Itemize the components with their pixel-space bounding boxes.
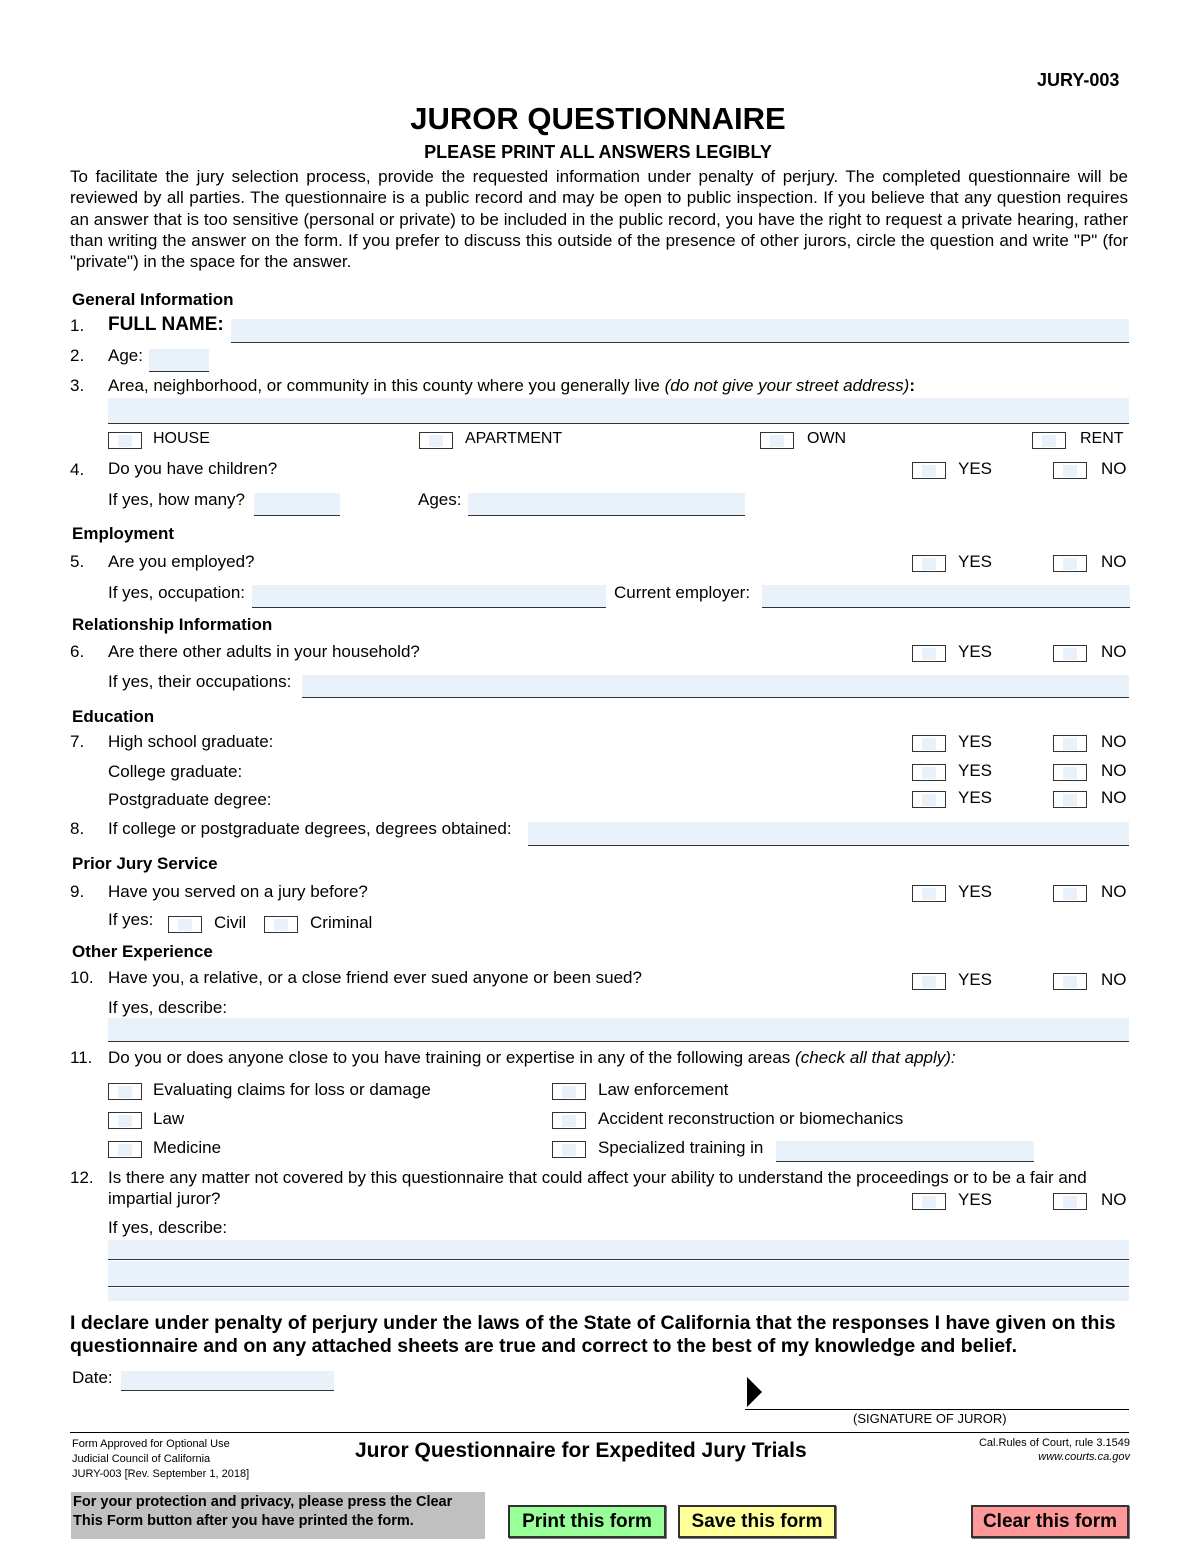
served-yes-label: YES — [958, 882, 993, 901]
sued-label: Have you, a relative, or a close friend ever sued anyone or been sued? — [108, 968, 642, 987]
children-yes-checkbox[interactable] — [912, 462, 946, 479]
specialized-label: Specialized training in — [598, 1138, 764, 1157]
full-name-label: FULL NAME: — [108, 314, 224, 335]
q11-number: 11. — [70, 1048, 93, 1067]
sued-describe-field[interactable] — [108, 1018, 1129, 1042]
criminal-checkbox[interactable] — [264, 916, 298, 933]
save-form-button[interactable]: Save this form — [678, 1505, 836, 1538]
children-no-label: NO — [1101, 459, 1127, 478]
q3-number: 3. — [70, 376, 85, 395]
own-label: OWN — [807, 430, 847, 447]
section-prior-jury: Prior Jury Service — [72, 854, 218, 873]
full-name-field[interactable] — [231, 319, 1129, 343]
highschool-yes-label: YES — [958, 732, 993, 751]
other-adults-yes-checkbox[interactable] — [912, 645, 946, 662]
college-yes-label: YES — [958, 761, 993, 780]
date-label: Date: — [72, 1368, 113, 1387]
children-label: Do you have children? — [108, 459, 278, 478]
postgrad-yes-checkbox[interactable] — [912, 791, 946, 808]
highschool-label: High school graduate: — [108, 732, 274, 751]
footer-rule — [70, 1432, 1129, 1433]
college-label: College graduate: — [108, 762, 243, 781]
q6-number: 6. — [70, 642, 85, 661]
accident-checkbox[interactable] — [552, 1112, 586, 1129]
house-label: HOUSE — [153, 430, 210, 447]
accident-label: Accident reconstruction or biomechanics — [598, 1109, 904, 1128]
clear-form-button[interactable]: Clear this form — [971, 1505, 1129, 1538]
house-checkbox[interactable] — [108, 432, 142, 449]
privacy-note: For your protection and privacy, please press the Clear This Form button after you have printed the form. — [71, 1492, 485, 1539]
college-no-checkbox[interactable] — [1053, 764, 1087, 781]
claims-checkbox[interactable] — [108, 1083, 142, 1100]
postgrad-yes-label: YES — [958, 788, 993, 807]
highschool-no-label: NO — [1101, 732, 1127, 751]
employed-label: Are you employed? — [108, 552, 255, 571]
signature-label: (SIGNATURE OF JUROR) — [853, 1411, 1007, 1426]
employed-yes-checkbox[interactable] — [912, 555, 946, 572]
criminal-label: Criminal — [310, 913, 373, 932]
served-no-label: NO — [1101, 882, 1127, 901]
area-colon: : — [909, 376, 915, 395]
footer-rule-cite: Cal.Rules of Court, rule 3.1549 — [978, 1437, 1130, 1449]
employed-no-checkbox[interactable] — [1053, 555, 1087, 572]
civil-checkbox[interactable] — [168, 916, 202, 933]
q9-number: 9. — [70, 882, 85, 901]
specialized-field[interactable] — [776, 1141, 1034, 1162]
their-occupations-field[interactable] — [302, 675, 1129, 698]
matter-yes-checkbox[interactable] — [912, 1193, 946, 1210]
highschool-no-checkbox[interactable] — [1053, 735, 1087, 752]
children-howmany-label: If yes, how many? — [108, 490, 246, 509]
other-adults-no-checkbox[interactable] — [1053, 645, 1087, 662]
other-adults-yes-label: YES — [958, 642, 993, 661]
postgrad-no-checkbox[interactable] — [1053, 791, 1087, 808]
section-relationship: Relationship Information — [72, 615, 273, 634]
section-employment: Employment — [72, 524, 175, 543]
matter-line1: Is there any matter not covered by this questionnaire that could affect your ability to understand the proceedings or to be a fair and — [108, 1168, 1087, 1187]
medicine-label: Medicine — [153, 1138, 222, 1157]
highschool-yes-checkbox[interactable] — [912, 735, 946, 752]
q1-number: 1. — [70, 316, 85, 335]
occupation-field[interactable] — [252, 585, 606, 608]
sued-describe-label: If yes, describe: — [108, 998, 228, 1017]
matter-describe-field-2[interactable] — [108, 1261, 1129, 1287]
matter-describe-field-1[interactable] — [108, 1240, 1129, 1260]
page-title: JUROR QUESTIONNAIRE — [410, 101, 786, 136]
area-label — [108, 376, 915, 396]
postgrad-label: Postgraduate degree: — [108, 790, 272, 809]
age-field[interactable] — [149, 349, 209, 372]
sued-yes-label: YES — [958, 970, 993, 989]
footer-approved: Form Approved for Optional Use — [72, 1438, 230, 1450]
other-adults-label: Are there other adults in your household? — [108, 642, 420, 661]
law-enforcement-checkbox[interactable] — [552, 1083, 586, 1100]
q5-number: 5. — [70, 552, 85, 571]
matter-describe-field-3[interactable] — [108, 1288, 1129, 1301]
sued-yes-checkbox[interactable] — [912, 973, 946, 990]
own-checkbox[interactable] — [760, 432, 794, 449]
section-other-experience: Other Experience — [72, 942, 213, 961]
expertise-label — [108, 1048, 956, 1068]
employed-no-label: NO — [1101, 552, 1127, 571]
children-yes-label: YES — [958, 459, 993, 478]
footer-revision: JURY-003 [Rev. September 1, 2018] — [72, 1468, 250, 1480]
section-education: Education — [72, 707, 155, 726]
signature-arrow-icon — [745, 1376, 765, 1410]
q8-number: 8. — [70, 819, 85, 838]
area-field[interactable] — [108, 398, 1129, 424]
employer-field[interactable] — [762, 585, 1130, 608]
intro-paragraph: To facilitate the jury selection process, provide the requested information under penalty of perjury. The completed questionnaire will be reviewed by all parties. The questionnaire is a public record and may be open to public inspection. If you believe that any question requires an answer that is too sensitive (personal or private) to be included in the public record, you have the right to request a private hearing, rather than writing the answer on the form. If you prefer to discuss this outside of the presence of other jurors, circle the question and write "P" (for "private") in the space for the answer. — [70, 167, 1128, 272]
matter-describe-label: If yes, describe: — [108, 1218, 228, 1237]
children-howmany-field[interactable] — [254, 493, 340, 516]
postgrad-no-label: NO — [1101, 788, 1127, 807]
q10-number: 10. — [70, 968, 94, 987]
section-general: General Information — [72, 290, 234, 309]
area-hint: (do not give your street address) — [664, 376, 910, 395]
apartment-label: APARTMENT — [465, 430, 563, 447]
declaration-text: I declare under penalty of perjury under the laws of the State of California that the responses I have given on this questionnaire and on any attached sheets are true and correct to the best of my knowledge and belief. — [70, 1312, 1116, 1357]
q2-number: 2. — [70, 346, 85, 365]
employer-label: Current employer: — [614, 583, 751, 602]
matter-yes-label: YES — [958, 1190, 993, 1209]
matter-no-checkbox[interactable] — [1053, 1193, 1087, 1210]
law-label: Law — [153, 1109, 185, 1128]
matter-no-label: NO — [1101, 1190, 1127, 1209]
area-label-text: Area, neighborhood, or community in this county where you generally live — [108, 376, 665, 395]
children-ages-label: Ages: — [418, 490, 462, 509]
date-field[interactable] — [121, 1371, 334, 1391]
their-occupations-label: If yes, their occupations: — [108, 672, 292, 691]
law-enforcement-label: Law enforcement — [598, 1080, 729, 1099]
civil-label: Civil — [214, 913, 247, 932]
medicine-checkbox[interactable] — [108, 1141, 142, 1158]
footer-form-title: Juror Questionnaire for Expedited Jury Trials — [355, 1439, 807, 1462]
signature-line[interactable] — [745, 1409, 1129, 1410]
q4-number: 4. — [70, 460, 85, 479]
other-adults-no-label: NO — [1101, 642, 1127, 661]
print-form-button[interactable]: Print this form — [508, 1505, 666, 1538]
footer-council: Judicial Council of California — [72, 1453, 211, 1465]
occupation-label: If yes, occupation: — [108, 583, 246, 602]
expertise-label-text: Do you or does anyone close to you have training or expertise in any of the following areas — [108, 1048, 796, 1067]
matter-line2: impartial juror? — [108, 1189, 221, 1208]
apartment-checkbox[interactable] — [419, 432, 453, 449]
served-yes-checkbox[interactable] — [912, 885, 946, 902]
employed-yes-label: YES — [958, 552, 993, 571]
rent-checkbox[interactable] — [1032, 432, 1066, 449]
q12-number: 12. — [70, 1168, 94, 1187]
claims-label: Evaluating claims for loss or damage — [153, 1080, 431, 1099]
college-yes-checkbox[interactable] — [912, 764, 946, 781]
degrees-label: If college or postgraduate degrees, degrees obtained: — [108, 819, 512, 838]
jury-ifyes-label: If yes: — [108, 910, 154, 929]
expertise-hint: (check all that apply): — [795, 1048, 956, 1067]
rent-label: RENT — [1080, 430, 1124, 447]
sued-no-label: NO — [1101, 970, 1127, 989]
children-no-checkbox[interactable] — [1053, 462, 1087, 479]
served-no-checkbox[interactable] — [1053, 885, 1087, 902]
law-checkbox[interactable] — [108, 1112, 142, 1129]
specialized-checkbox[interactable] — [552, 1141, 586, 1158]
college-no-label: NO — [1101, 761, 1127, 780]
footer-website: www.courts.ca.gov — [1038, 1451, 1130, 1463]
degrees-field[interactable] — [528, 822, 1129, 846]
sued-no-checkbox[interactable] — [1053, 973, 1087, 990]
served-jury-label: Have you served on a jury before? — [108, 882, 368, 901]
age-label: Age: — [108, 346, 143, 365]
page-subtitle: PLEASE PRINT ALL ANSWERS LEGIBLY — [424, 142, 772, 162]
q7-number: 7. — [70, 732, 85, 751]
form-id: JURY-003 — [1037, 70, 1120, 90]
children-ages-field[interactable] — [468, 493, 745, 516]
